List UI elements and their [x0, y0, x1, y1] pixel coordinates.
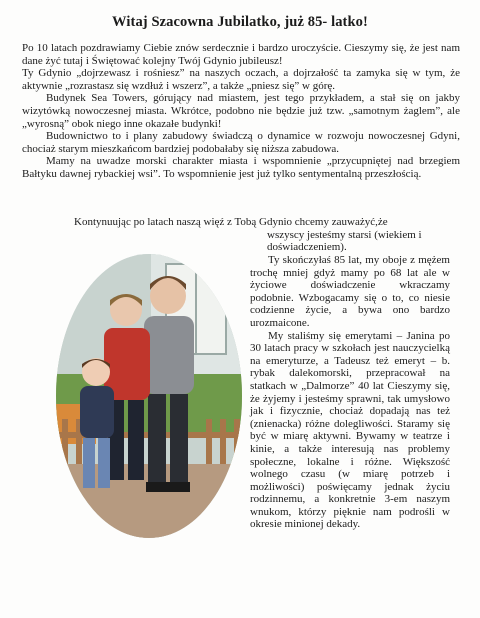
intro-paragraph: Budynek Sea Towers, górujący nad miastem, jest tego przykładem, a stał się on jakby wizytówką nowoczesnej miasta. Wkrótce, podobno nie będzie już tzw. „samotnym żaglem”, ale „wyrosną” obok niego inne okazałe budynki!: [22, 92, 460, 130]
page-title: Witaj Szacowna Jubilatko, już 85- latko!: [112, 14, 368, 30]
right-column-paragraph: My staliśmy się emerytami – Janina po 30 latach pracy w szkołach jest nauczycielką na emeryturze, a Tadeusz też emeryt – b. rybak dalekomorski, przepracował na statkach w „Dalmorze” 40 lat Cieszymy się, że żyjemy i jesteśmy sprawni, tak umysłowo jak i fizycznie, chociaż dopadają nas też (znienacka) różne dolegliwości. Staramy się być w miarę aktywni. Bywamy w teatrze i kinie, a także interesują nas problemy społeczne, lokalne i różne. Większość wolnego czasu (w miarę potrzeb i możliwości) poświęcamy jednak życiu rodzinnemu, a konkretnie 3-em naszym wnukom, którzy pięknie nam podrośli w okresie minionej dekady.: [250, 329, 450, 531]
children-photo-illustration: [56, 254, 242, 538]
right-column-paragraph: Ty skończyłaś 85 lat, my oboje z mężem trochę mniej gdyż mamy po 68 lat ale w życiowe doświadczenie wkraczamy podobnie. Wzbogacamy się o to, co niesie codzienne życie, a bywa ono bardzo urozmaicone.: [250, 254, 450, 329]
continuation-section: [22, 216, 460, 254]
intro-section: [22, 42, 460, 181]
family-photo: [56, 254, 242, 538]
intro-paragraph: Po 10 latach pozdrawiamy Ciebie znów serdecznie i bardzo uroczyście. Cieszymy się, że jest nam dane żyć tutaj i Świętować kolejny Twój Gdynio jubileusz!: [22, 42, 460, 67]
intro-paragraph: Ty Gdynio „dojrzewasz i rośniesz” na naszych oczach, a dojrzałość ta zamyka się w tym, że aktywnie „rozrastasz się wzdłuż i wszerz”, a także „pniesz się” w górę.: [22, 67, 460, 92]
intro-paragraph: Budownictwo to i plany zabudowy świadczą o dynamice w rozwoju nowoczesnej Gdyni, chociaż starym mieszkańcom bardziej podobałaby się niższa zabudowa.: [22, 130, 460, 155]
continuation-hang: wszyscy jesteśmy starsi (wiekiem i doświadczeniem).: [267, 228, 422, 254]
right-text-column: [250, 254, 450, 531]
intro-paragraph: Mamy na uwadze morski charakter miasta i wspomnienie „przycupniętej nad brzegiem Bałtyku dawnej rybackiej wsi”. To wspomnienie jest już tylko sentymentalną przeszłością.: [22, 155, 460, 180]
continuation-line: Kontynuując po latach naszą więź z Tobą Gdynio chcemy zauważyć,że: [74, 216, 388, 228]
